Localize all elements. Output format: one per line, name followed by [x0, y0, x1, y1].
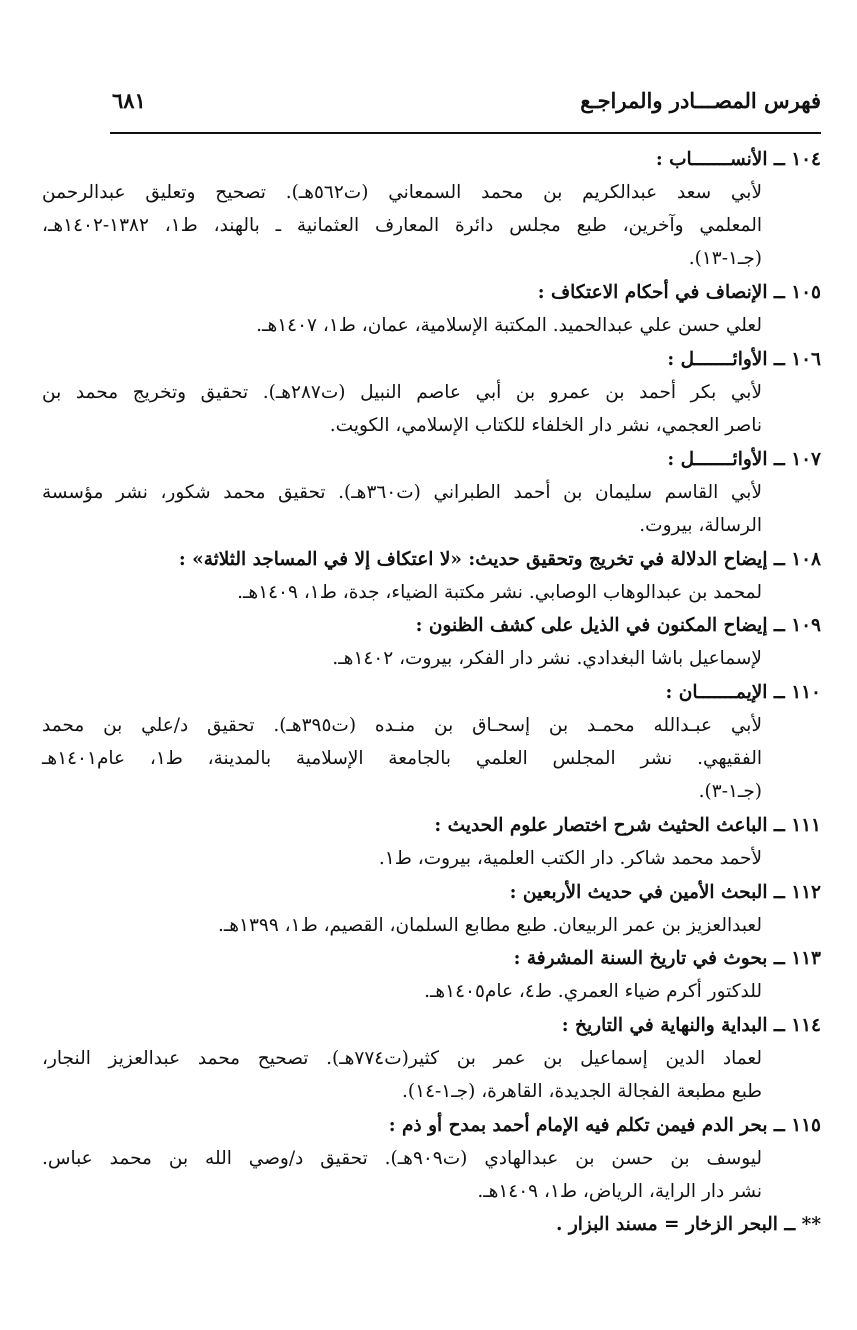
entry-line: لعلي حسن علي عبدالحميد. المكتبة الإسلامية، عمان، ط١، ١٤٠٧هـ. — [256, 315, 762, 336]
entry-line: لمحمد بن عبدالوهاب الوصابي. نشر مكتبة الضياء، جدة، ط١، ١٤٠٩هـ. — [237, 582, 762, 603]
entry-line: لأبي القاسم سليمان بن أحمد الطبراني (ت٣٦٠هـ). تحقيق محمد شكور، نشر مؤسسة — [42, 482, 762, 503]
entry-line: لعبدالعزيز بن عمر الربيعان. طبع مطابع السلمان، القصيم، ط١، ١٣٩٩هـ. — [217, 915, 762, 936]
entry-line: (جـ١-١٣). — [688, 248, 762, 269]
entry-line: (جـ١-٣). — [698, 781, 762, 802]
entry-line: طبع مطبعة الفجالة الجديدة، القاهرة، (جـ١-١٤). — [402, 1081, 762, 1102]
entry-line: الفقيهي. نشر المجلس العلمي بالجامعة الإسلامية بالمدينة، ط١، عام١٤٠١هـ — [42, 748, 762, 769]
entry-title: ١٠٨ ــ إيضاح الدلالة في تخريج وتحقيق حديث: «لا اعتكاف إلا في المساجد الثلاثة» : — [178, 549, 821, 570]
entry-line: للدكتور أكرم ضياء العمري. ط٤، عام١٤٠٥هـ. — [424, 981, 762, 1002]
entry-title: ١١٢ ــ البحث الأمين في حديث الأربعين : — [509, 882, 821, 903]
entry-line: لعماد الدين إسماعيل بن عمر بن كثير(ت٧٧٤هـ). تصحيح محمد عبدالعزيز النجار، — [42, 1048, 762, 1069]
entry-title: ١٠٧ ــ الأوائـــــــل : — [667, 449, 821, 470]
entry-line: ليوسف بن حسن بن عبدالهادي (ت٩٠٩هـ). تحقيق د/وصي الله بن محمد عباس. — [42, 1148, 762, 1169]
entry-title: ١١٠ ــ الإيمـــــــان : — [665, 682, 821, 703]
entry-line: لأبي سعد عبدالكريم بن محمد السمعاني (ت٥٦٢هـ). تصحيح وتعليق عبدالرحمن — [42, 182, 763, 203]
entry-line: لأبي عبـدالله محمـد بن إسحـاق بن منـده (ت٣٩٥هـ). تحقيق د/علي بن محمد — [42, 715, 763, 736]
entry-line: نشر دار الراية، الرياض، ط١، ١٤٠٩هـ. — [477, 1181, 762, 1202]
entry-title: ١٠٥ ــ الإنصاف في أحكام الاعتكاف : — [537, 282, 821, 303]
running-header-title: فهرس المصـــادر والمراجـع — [580, 88, 821, 113]
entry-title: ١١٣ ــ بحوث في تاريخ السنة المشرفة : — [513, 948, 821, 969]
entry-line: الرسالة، بيروت. — [639, 515, 762, 536]
entry-title: ١٠٦ ــ الأوائـــــــل : — [667, 349, 821, 370]
entry-title: ١١١ ــ الباعث الحثيث شرح اختصار علوم الحديث : — [434, 815, 821, 836]
entry-title: ١١٤ ــ البداية والنهاية في التاريخ : — [561, 1015, 821, 1036]
entry-title: ** ــ البحر الزخار = مسند البزار . — [555, 1214, 821, 1235]
entry-line: المعلمي وآخرين، طبع مجلس دائرة المعارف العثمانية ـ بالهند، ط١، ١٣٨٢-١٤٠٢هـ، — [42, 215, 762, 236]
entry-line: لأبي بكر أحمد بن عمرو بن أبي عاصم النبيل (ت٢٨٧هـ). تحقيق وتخريج محمد بن — [42, 382, 762, 403]
entry-title: ١٠٤ ــ الأنســـــــاب : — [655, 149, 821, 170]
entry-line: لإسماعيل باشا البغدادي. نشر دار الفكر، بيروت، ١٤٠٢هـ. — [332, 648, 762, 669]
entry-title: ١١٥ ــ بحر الدم فيمن تكلم فيه الإمام أحمد بمدح أو ذم : — [388, 1115, 821, 1136]
entry-title: ١٠٩ ــ إيضاح المكنون في الذيل على كشف الظنون : — [415, 615, 821, 636]
entry-line: لأحمد محمد شاكر. دار الكتب العلمية، بيروت، ط١. — [378, 848, 762, 869]
entry-line: ناصر العجمي، نشر دار الخلفاء للكتاب الإسلامي، الكويت. — [329, 415, 762, 436]
page-number: ٦٨١ — [112, 88, 146, 113]
